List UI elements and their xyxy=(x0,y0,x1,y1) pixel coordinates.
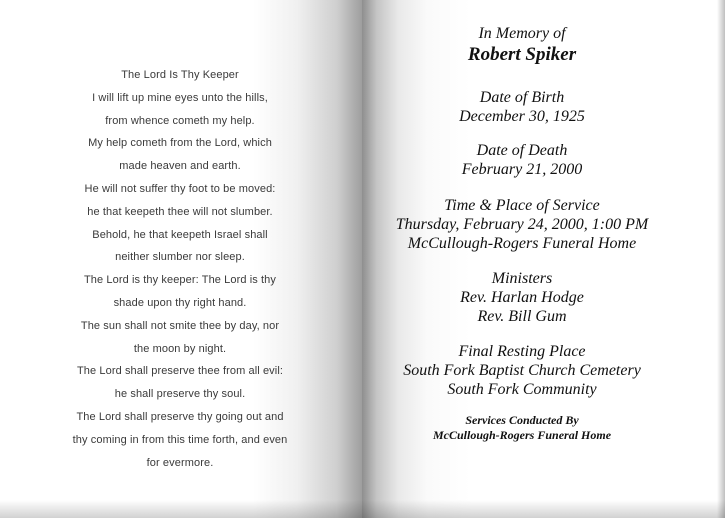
poem-line: The sun shall not smite thee by day, nor xyxy=(80,319,280,332)
poem-line: The Lord is thy keeper: The Lord is thy xyxy=(83,274,277,287)
service-label: Time & Place of Service xyxy=(444,197,600,214)
poem xyxy=(30,66,330,476)
poem-line: Behold, he that keepeth Israel shall xyxy=(92,228,268,241)
poem-line: shade upon thy right hand. xyxy=(113,296,247,309)
death-label: Date of Death xyxy=(476,142,568,159)
deceased-name: Robert Spiker xyxy=(467,44,577,65)
birth-label: Date of Birth xyxy=(479,89,565,106)
funeral-home-name: McCullough-Rogers Funeral Home xyxy=(432,428,612,442)
death-date: February 21, 2000 xyxy=(461,161,583,178)
poem-line: for evermore. xyxy=(146,456,214,469)
poem-line: he that keepeth thee will not slumber. xyxy=(87,205,273,218)
poem-line: The Lord shall preserve thy going out and xyxy=(76,410,284,423)
resting-place-line: South Fork Baptist Church Cemetery xyxy=(403,362,641,379)
memorial-details xyxy=(372,24,672,443)
poem-line: I will lift up mine eyes unto the hills, xyxy=(92,91,268,104)
ministers-label: Ministers xyxy=(491,270,553,287)
page-edge-shadow xyxy=(717,0,725,518)
poem-line: the moon by night. xyxy=(133,342,227,355)
poem-title: The Lord Is Thy Keeper xyxy=(121,69,239,81)
poem-line: My help cometh from the Lord, which xyxy=(88,137,272,150)
poem-line: neither slumber nor sleep. xyxy=(115,251,245,264)
poem-line: The Lord shall preserve thee from all evil: xyxy=(76,365,284,378)
left-page xyxy=(0,0,362,518)
service-datetime: Thursday, February 24, 2000, 1:00 PM xyxy=(395,216,649,233)
poem-line: from whence cometh my help. xyxy=(105,114,255,127)
minister-name: Rev. Harlan Hodge xyxy=(460,289,584,306)
page-bottom-shadow xyxy=(0,500,725,518)
poem-line: He will not suffer thy foot to be moved: xyxy=(84,182,276,195)
poem-line: thy coming in from this time forth, and even xyxy=(72,433,288,446)
services-by-label: Services Conducted By xyxy=(465,413,579,427)
resting-place-label: Final Resting Place xyxy=(458,343,586,360)
service-place: McCullough-Rogers Funeral Home xyxy=(407,235,637,252)
minister-name: Rev. Bill Gum xyxy=(477,308,567,325)
poem-line: made heaven and earth. xyxy=(119,160,241,173)
poem-line: he shall preserve thy soul. xyxy=(114,388,246,401)
resting-place-line: South Fork Community xyxy=(447,381,597,398)
birth-date: December 30, 1925 xyxy=(459,108,585,125)
memorial-heading: In Memory of xyxy=(478,25,566,42)
